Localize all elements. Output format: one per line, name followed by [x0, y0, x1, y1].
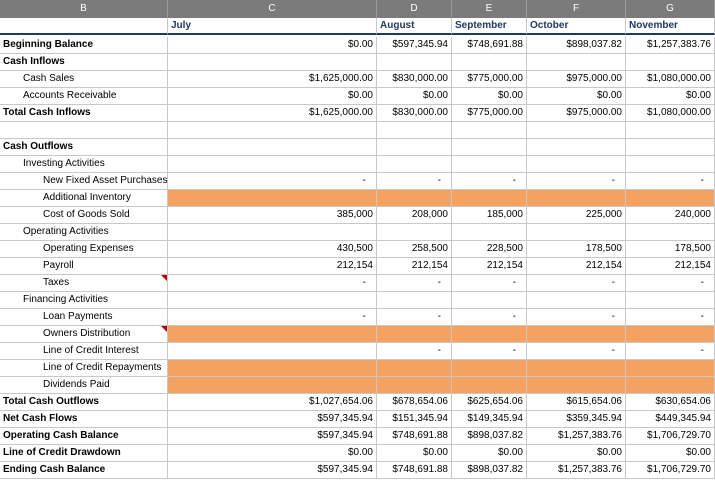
value-cell[interactable] [452, 122, 527, 139]
value-cell[interactable] [377, 190, 452, 207]
row-label-cell[interactable]: Line of Credit Interest [0, 343, 168, 360]
row-label-cell[interactable]: Line of Credit Drawdown [0, 445, 168, 462]
value-cell[interactable]: 212,154 [626, 258, 715, 275]
month-header-july[interactable]: July [168, 18, 377, 35]
value-cell[interactable] [377, 360, 452, 377]
value-cell[interactable]: $151,345.94 [377, 411, 452, 428]
value-cell[interactable] [452, 156, 527, 173]
value-cell[interactable]: $1,257,383.76 [626, 37, 715, 54]
value-cell[interactable] [377, 54, 452, 71]
value-cell[interactable]: 185,000 [452, 207, 527, 224]
value-cell[interactable]: - [527, 275, 626, 292]
value-cell[interactable] [452, 54, 527, 71]
value-cell[interactable]: $0.00 [168, 88, 377, 105]
value-cell[interactable] [527, 326, 626, 343]
value-cell[interactable] [168, 292, 377, 309]
value-cell[interactable] [168, 360, 377, 377]
value-cell[interactable]: $0.00 [377, 445, 452, 462]
value-cell[interactable] [168, 377, 377, 394]
month-row [0, 18, 715, 35]
table-row [0, 428, 715, 445]
value-cell[interactable]: $898,037.82 [527, 37, 626, 54]
month-header-november[interactable]: November [626, 18, 715, 35]
value-cell[interactable]: $597,345.94 [168, 462, 377, 479]
value-cell[interactable]: 208,000 [377, 207, 452, 224]
comment-indicator-icon [161, 275, 167, 281]
value-cell[interactable]: - [377, 309, 452, 326]
row-label-cell[interactable]: Operating Cash Balance [0, 428, 168, 445]
value-cell[interactable]: $975,000.00 [527, 71, 626, 88]
value-cell[interactable] [377, 139, 452, 156]
table-row [0, 309, 715, 326]
value-cell[interactable] [626, 139, 715, 156]
value-cell[interactable]: - [527, 343, 626, 360]
table-row [0, 105, 715, 122]
table-row [0, 462, 715, 479]
value-cell[interactable] [377, 122, 452, 139]
value-cell[interactable]: - [626, 309, 715, 326]
value-cell[interactable]: - [168, 309, 377, 326]
value-cell[interactable] [168, 139, 377, 156]
value-cell[interactable] [452, 190, 527, 207]
column-header-g[interactable]: G [626, 0, 715, 18]
value-cell[interactable] [626, 122, 715, 139]
value-cell[interactable]: $615,654.06 [527, 394, 626, 411]
row-label-cell[interactable]: New Fixed Asset Purchases [0, 173, 168, 190]
value-cell[interactable]: $1,080,000.00 [626, 71, 715, 88]
value-cell[interactable]: 240,000 [626, 207, 715, 224]
value-cell[interactable]: - [452, 309, 527, 326]
value-cell[interactable]: $0.00 [168, 445, 377, 462]
row-label-cell[interactable]: Accounts Receivable [0, 88, 168, 105]
value-cell[interactable]: $1,257,383.76 [527, 462, 626, 479]
value-cell[interactable] [626, 377, 715, 394]
table-row [0, 326, 715, 343]
row-label-cell[interactable] [0, 122, 168, 139]
value-cell[interactable]: - [168, 173, 377, 190]
value-cell[interactable]: $748,691.88 [452, 37, 527, 54]
value-cell[interactable] [527, 122, 626, 139]
value-cell[interactable]: - [168, 275, 377, 292]
value-cell[interactable]: $898,037.82 [452, 462, 527, 479]
table-row [0, 275, 715, 292]
value-cell[interactable] [452, 139, 527, 156]
table-row [0, 173, 715, 190]
value-cell[interactable]: - [527, 173, 626, 190]
value-cell[interactable]: $597,345.94 [377, 37, 452, 54]
value-cell[interactable] [168, 122, 377, 139]
value-cell[interactable]: $597,345.94 [168, 428, 377, 445]
value-cell[interactable]: 258,500 [377, 241, 452, 258]
value-cell[interactable] [527, 224, 626, 241]
column-header-f[interactable]: F [527, 0, 626, 18]
value-cell[interactable] [527, 377, 626, 394]
value-cell[interactable]: - [626, 343, 715, 360]
value-cell[interactable]: $359,345.94 [527, 411, 626, 428]
value-cell[interactable] [527, 139, 626, 156]
value-cell[interactable] [452, 292, 527, 309]
table-row [0, 411, 715, 428]
value-cell[interactable]: $0.00 [452, 88, 527, 105]
row-label-cell[interactable]: Total Cash Outflows [0, 394, 168, 411]
row-label-cell[interactable]: Dividends Paid [0, 377, 168, 394]
value-cell[interactable]: $597,345.94 [168, 411, 377, 428]
value-cell[interactable]: $449,345.94 [626, 411, 715, 428]
value-cell[interactable]: $0.00 [452, 445, 527, 462]
value-cell[interactable]: $975,000.00 [527, 105, 626, 122]
value-cell[interactable] [168, 190, 377, 207]
value-cell[interactable]: $898,037.82 [452, 428, 527, 445]
value-cell[interactable] [377, 156, 452, 173]
value-cell[interactable]: 212,154 [452, 258, 527, 275]
value-cell[interactable]: $1,706,729.70 [626, 428, 715, 445]
value-cell[interactable]: $830,000.00 [377, 105, 452, 122]
row-label-cell[interactable]: Taxes [0, 275, 168, 292]
month-header-august[interactable]: August [377, 18, 452, 35]
value-cell[interactable]: - [626, 275, 715, 292]
table-row [0, 241, 715, 258]
table-row [0, 292, 715, 309]
value-cell[interactable]: $748,691.88 [377, 428, 452, 445]
row-label-cell[interactable]: Payroll [0, 258, 168, 275]
value-cell[interactable] [527, 54, 626, 71]
value-cell[interactable]: 385,000 [168, 207, 377, 224]
value-cell[interactable]: $748,691.88 [377, 462, 452, 479]
value-cell[interactable] [527, 190, 626, 207]
row-label-cell[interactable]: Loan Payments [0, 309, 168, 326]
row-label-cell[interactable]: Operating Activities [0, 224, 168, 241]
value-cell[interactable] [626, 54, 715, 71]
value-cell[interactable]: 212,154 [527, 258, 626, 275]
value-cell[interactable]: $0.00 [168, 37, 377, 54]
comment-indicator-icon [161, 326, 167, 332]
value-cell[interactable] [377, 292, 452, 309]
row-label-cell[interactable]: Net Cash Flows [0, 411, 168, 428]
table-row [0, 360, 715, 377]
value-cell[interactable] [452, 360, 527, 377]
table-row [0, 37, 715, 54]
value-cell[interactable]: $1,080,000.00 [626, 105, 715, 122]
value-cell[interactable]: $678,654.06 [377, 394, 452, 411]
value-cell[interactable] [452, 377, 527, 394]
value-cell[interactable] [626, 224, 715, 241]
value-cell[interactable]: - [452, 173, 527, 190]
table-row [0, 377, 715, 394]
row-label-cell[interactable]: Cash Inflows [0, 54, 168, 71]
column-header-d[interactable]: D [377, 0, 452, 18]
value-cell[interactable] [168, 224, 377, 241]
value-cell[interactable]: $1,027,654.06 [168, 394, 377, 411]
column-header-c[interactable]: C [168, 0, 377, 18]
value-cell[interactable]: $1,257,383.76 [527, 428, 626, 445]
value-cell[interactable]: - [377, 173, 452, 190]
value-cell[interactable] [626, 156, 715, 173]
row-label-cell[interactable]: Operating Expenses [0, 241, 168, 258]
value-cell[interactable] [452, 224, 527, 241]
value-cell[interactable]: - [377, 275, 452, 292]
value-cell[interactable] [527, 292, 626, 309]
month-row-label-cell[interactable] [0, 18, 168, 35]
table-row [0, 54, 715, 71]
column-header-row [0, 0, 715, 17]
table-row [0, 224, 715, 241]
value-cell[interactable] [626, 326, 715, 343]
value-cell[interactable]: $0.00 [626, 445, 715, 462]
table-row [0, 122, 715, 139]
value-cell[interactable]: - [452, 275, 527, 292]
value-cell[interactable]: 178,500 [527, 241, 626, 258]
row-label-cell[interactable]: Owners Distribution [0, 326, 168, 343]
row-label-cell[interactable]: Total Cash Inflows [0, 105, 168, 122]
value-cell[interactable]: 430,500 [168, 241, 377, 258]
value-cell[interactable] [377, 326, 452, 343]
row-label-cell[interactable]: Additional Inventory [0, 190, 168, 207]
table-row [0, 445, 715, 462]
table-row [0, 190, 715, 207]
table-row [0, 394, 715, 411]
month-header-september[interactable]: September [452, 18, 527, 35]
value-cell[interactable]: $1,706,729.70 [626, 462, 715, 479]
value-cell[interactable]: - [626, 173, 715, 190]
table-row [0, 343, 715, 360]
value-cell[interactable]: 225,000 [527, 207, 626, 224]
value-cell[interactable]: $0.00 [626, 88, 715, 105]
value-cell[interactable]: - [527, 309, 626, 326]
value-cell[interactable]: 212,154 [168, 258, 377, 275]
value-cell[interactable] [168, 54, 377, 71]
value-cell[interactable] [626, 292, 715, 309]
table-row [0, 88, 715, 105]
value-cell[interactable]: 228,500 [452, 241, 527, 258]
value-cell[interactable]: - [452, 343, 527, 360]
value-cell[interactable]: $830,000.00 [377, 71, 452, 88]
value-cell[interactable] [626, 360, 715, 377]
value-cell[interactable] [168, 326, 377, 343]
value-cell[interactable]: $0.00 [527, 445, 626, 462]
row-label-cell[interactable]: Ending Cash Balance [0, 462, 168, 479]
value-cell[interactable]: $630,654.06 [626, 394, 715, 411]
month-header-october[interactable]: October [527, 18, 626, 35]
value-cell[interactable]: $149,345.94 [452, 411, 527, 428]
value-cell[interactable]: 178,500 [626, 241, 715, 258]
value-cell[interactable]: 212,154 [377, 258, 452, 275]
value-cell[interactable] [527, 360, 626, 377]
row-label-cell[interactable]: Cash Outflows [0, 139, 168, 156]
row-label-cell[interactable]: Line of Credit Repayments [0, 360, 168, 377]
value-cell[interactable]: $625,654.06 [452, 394, 527, 411]
value-cell[interactable] [377, 377, 452, 394]
column-header-e[interactable]: E [452, 0, 527, 18]
value-cell[interactable]: $0.00 [527, 88, 626, 105]
table-row [0, 207, 715, 224]
value-cell[interactable]: $775,000.00 [452, 105, 527, 122]
value-cell[interactable]: $0.00 [377, 88, 452, 105]
row-label-cell[interactable]: Cost of Goods Sold [0, 207, 168, 224]
row-label-cell[interactable]: Investing Activities [0, 156, 168, 173]
value-cell[interactable] [168, 156, 377, 173]
column-header-b[interactable]: B [0, 0, 168, 18]
row-label-cell[interactable]: Cash Sales [0, 71, 168, 88]
value-cell[interactable]: - [377, 343, 452, 360]
row-label-cell[interactable]: Financing Activities [0, 292, 168, 309]
value-cell[interactable] [527, 156, 626, 173]
value-cell[interactable] [377, 224, 452, 241]
value-cell[interactable] [452, 326, 527, 343]
value-cell[interactable] [168, 343, 377, 360]
row-label-cell[interactable]: Beginning Balance [0, 37, 168, 54]
table-row [0, 71, 715, 88]
value-cell[interactable]: $1,625,000.00 [168, 105, 377, 122]
table-row [0, 139, 715, 156]
table-row [0, 156, 715, 173]
table-row [0, 258, 715, 275]
value-cell[interactable] [626, 190, 715, 207]
value-cell[interactable]: $1,625,000.00 [168, 71, 377, 88]
value-cell[interactable]: $775,000.00 [452, 71, 527, 88]
